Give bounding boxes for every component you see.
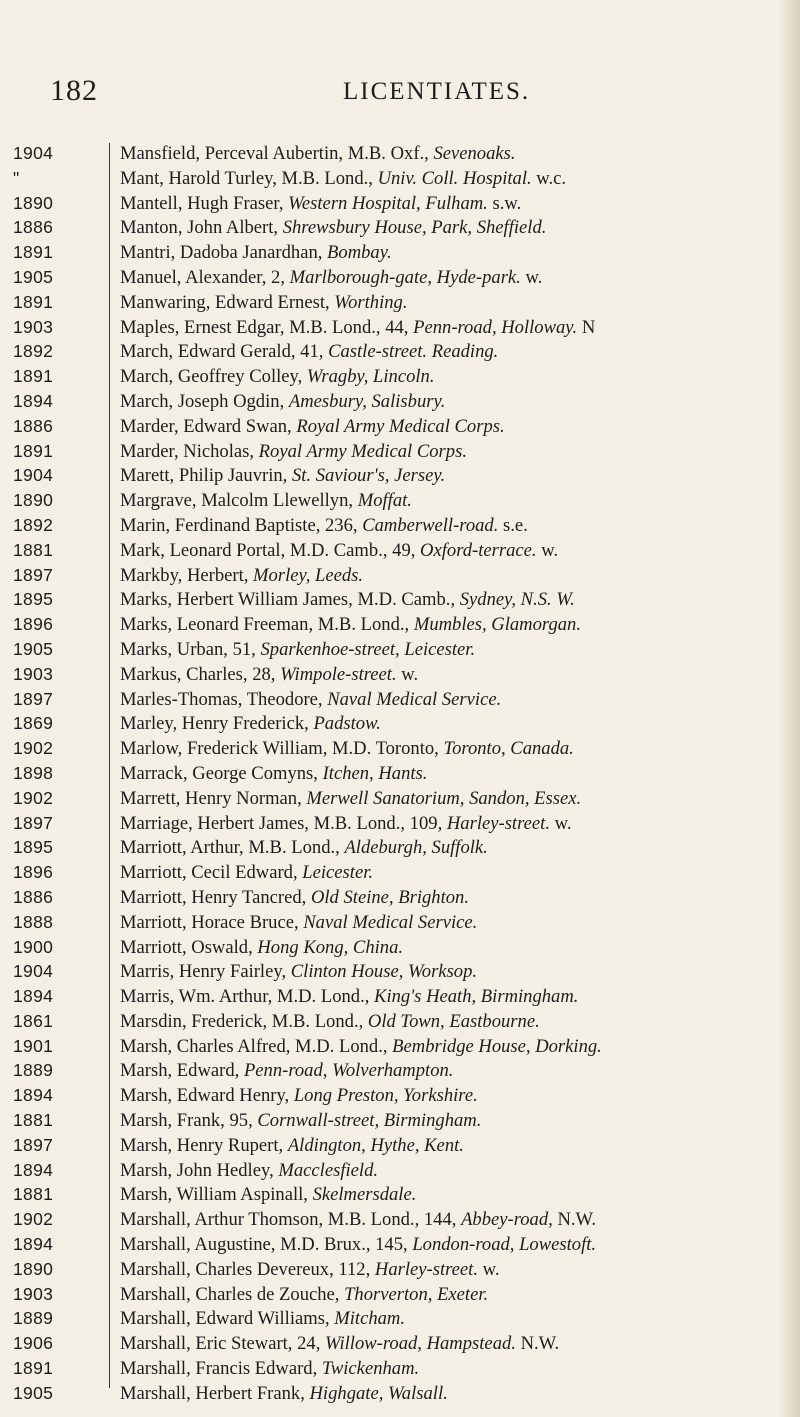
entry-place: Macclesfield. — [278, 1159, 379, 1181]
entry-text — [96, 986, 775, 1008]
entry-text — [96, 1110, 775, 1132]
entry-place: Abbey-road, — [461, 1209, 553, 1231]
entry-district: N — [577, 316, 596, 338]
list-item — [0, 1284, 800, 1309]
entry-name: Marriott, Horace Bruce, — [120, 911, 304, 933]
entry-year: 1904 — [13, 961, 54, 982]
entry-name: Mansfield, Perceval Aubertin, M.B. Oxf., — [120, 143, 434, 164]
list-item — [0, 515, 800, 540]
list-item — [0, 1085, 800, 1110]
list-item — [0, 391, 800, 416]
entry-text — [96, 788, 775, 810]
entry-name: Marsh, Charles Alfred, M.D. Lond., — [120, 1035, 393, 1057]
entry-place: Old Town, Eastbourne. — [367, 1010, 540, 1032]
entry-text — [96, 1209, 775, 1231]
entry-text — [96, 1184, 775, 1206]
list-item — [0, 1333, 800, 1358]
entry-name: Marks, Herbert William James, M.D. Camb., — [120, 589, 460, 611]
entry-year: 1901 — [13, 1035, 54, 1056]
list-item — [0, 292, 800, 317]
entry-name: Marks, Leonard Freeman, M.B. Lond., — [120, 614, 414, 636]
list-item — [0, 689, 800, 714]
list-item — [0, 1383, 800, 1408]
entry-place: Long Preston, Yorkshire. — [293, 1085, 478, 1107]
entry-text — [96, 341, 775, 363]
entry-text — [96, 317, 775, 339]
list-item — [0, 1011, 800, 1036]
list-item — [0, 1036, 800, 1061]
entry-place: Aldeburgh, Suffolk. — [344, 837, 488, 859]
entry-text — [96, 837, 775, 859]
entry-year: 1891 — [13, 291, 54, 312]
entry-text — [96, 267, 775, 289]
entry-district: N.W. — [515, 1333, 560, 1355]
entry-year: 1906 — [13, 1333, 54, 1354]
entry-name: Marsh, John Hedley, — [120, 1159, 279, 1181]
entry-place: Thorverton, Exeter. — [344, 1283, 489, 1305]
entry-place: Univ. Coll. Hospital. — [377, 167, 532, 189]
entry-text — [96, 639, 775, 661]
entry-year: 1892 — [13, 514, 54, 535]
page-number: 182 — [50, 74, 98, 107]
entry-name: Marshall, Charles de Zouche, — [120, 1283, 345, 1305]
entry-year: 1905 — [13, 638, 54, 659]
entry-district: w. — [478, 1258, 500, 1280]
entry-year: 1889 — [13, 1060, 54, 1081]
list-item — [0, 1110, 800, 1135]
list-item — [0, 912, 800, 937]
entry-text — [96, 193, 775, 215]
entry-name: Marsh, William Aspinall, — [120, 1184, 313, 1206]
entry-year: 1894 — [13, 1085, 54, 1106]
entry-place: Naval Medical Service. — [303, 911, 478, 933]
list-item — [0, 713, 800, 738]
entry-text — [96, 540, 775, 562]
entry-name: Marrack, George Comyns, — [120, 762, 323, 784]
entry-year: 1894 — [13, 390, 54, 411]
entry-place: Marlborough-gate, Hyde-park. — [289, 266, 521, 288]
entry-place: Merwell Sanatorium, Sandon, Essex. — [306, 787, 582, 809]
list-item — [0, 1209, 800, 1234]
entry-year: 1905 — [13, 1382, 54, 1403]
list-item — [0, 837, 800, 862]
entry-place: Leicester. — [302, 862, 374, 884]
entry-name: Marshall, Eric Stewart, 24, — [120, 1333, 325, 1355]
entry-place: Bembridge House, Dorking. — [392, 1035, 602, 1057]
entry-name: Marder, Edward Swan, — [120, 415, 297, 437]
entry-name: Mantri, Dadoba Janardhan, — [120, 242, 328, 264]
entry-year: 1890 — [13, 490, 54, 511]
entry-text — [96, 1234, 775, 1256]
entry-text — [96, 1135, 775, 1157]
entry-text — [96, 490, 775, 512]
entry-place: Harley-street. — [446, 812, 550, 834]
entry-district: w. — [549, 812, 572, 834]
entry-name: Markus, Charles, 28, — [120, 663, 281, 685]
list-item — [0, 639, 800, 664]
entry-year: 1897 — [13, 564, 54, 585]
entry-text — [96, 441, 775, 463]
entry-text — [96, 887, 775, 909]
entry-name: Mantell, Hugh Fraser, — [120, 192, 289, 214]
list-item — [0, 763, 800, 788]
entry-text — [96, 143, 775, 165]
list-item — [0, 540, 800, 565]
list-item — [0, 465, 800, 490]
entry-text — [96, 763, 775, 785]
entry-year: 1888 — [13, 911, 54, 932]
entry-year: 1894 — [13, 1159, 54, 1180]
entry-name: Marriott, Cecil Edward, — [120, 862, 303, 884]
entry-name: Marles-Thomas, Theodore, — [120, 688, 328, 710]
entry-name: Marriott, Henry Tancred, — [120, 886, 311, 908]
entry-name: Marsh, Henry Rupert, — [120, 1134, 288, 1156]
entry-text — [96, 366, 775, 388]
list-item — [0, 589, 800, 614]
entry-year: 1900 — [13, 936, 54, 957]
entry-place: King's Heath, Birmingham. — [374, 986, 579, 1008]
entry-name: Marshall, Francis Edward, — [120, 1358, 322, 1380]
entry-place: Western Hospital, Fulham. — [288, 192, 488, 214]
entry-year: 1881 — [13, 1110, 54, 1131]
list-item — [0, 441, 800, 466]
entry-name: Mark, Leonard Portal, M.D. Camb., 49, — [120, 539, 421, 561]
entry-place: Twickenham. — [321, 1358, 420, 1380]
entry-name: Marshall, Edward Williams, — [120, 1308, 335, 1330]
entry-name: Marlow, Frederick William, M.D. Toronto, — [120, 738, 444, 760]
entry-place: St. Saviour's, Jersey. — [291, 465, 446, 487]
page-header — [0, 74, 800, 114]
entry-year: 1889 — [13, 1308, 54, 1329]
entry-year: 1897 — [13, 688, 54, 709]
entry-text — [96, 1060, 775, 1082]
entry-year: 1903 — [13, 1283, 54, 1304]
entry-place: Camberwell-road. — [362, 514, 499, 536]
entry-name: Marley, Henry Frederick, — [120, 713, 314, 735]
entry-name: Marshall, Arthur Thomson, M.B. Lond., 144, — [120, 1209, 462, 1231]
list-item — [0, 738, 800, 763]
list-item — [0, 341, 800, 366]
entry-place: Itchen, Hants. — [322, 762, 428, 784]
list-item — [0, 366, 800, 391]
entry-text — [96, 1308, 775, 1330]
entry-name: Maples, Ernest Edgar, M.B. Lond., 44, — [120, 316, 414, 338]
entry-name: Marriage, Herbert James, M.B. Lond., 109, — [120, 812, 447, 834]
entry-place: Wragby, Lincoln. — [306, 366, 435, 388]
entry-district: s.w. — [487, 192, 522, 214]
entry-place: Willow-road, Hampstead. — [325, 1333, 516, 1355]
list-item — [0, 1060, 800, 1085]
list-item — [0, 168, 800, 193]
entry-name: Marin, Ferdinand Baptiste, 236, — [120, 514, 363, 536]
entry-year: 1891 — [13, 242, 54, 263]
entry-name: Marett, Philip Jauvrin, — [120, 465, 292, 487]
entry-text — [96, 1358, 775, 1380]
entry-place: London-road, Lowestoft. — [412, 1234, 597, 1256]
entry-place: Cornwall-street, Birmingham. — [257, 1110, 482, 1132]
list-item — [0, 317, 800, 342]
entry-district: w.c. — [531, 167, 567, 189]
entry-year: 1903 — [13, 316, 54, 337]
entry-place: Harley-street. — [374, 1258, 478, 1280]
entry-text — [96, 1333, 775, 1355]
list-item — [0, 887, 800, 912]
entry-name: Manwaring, Edward Ernest, — [120, 291, 335, 313]
list-item — [0, 862, 800, 887]
list-item — [0, 1308, 800, 1333]
entry-year: 1902 — [13, 787, 54, 808]
entry-name: Marsh, Edward, — [120, 1060, 244, 1082]
entry-district: w. — [520, 266, 543, 288]
entry-place: Aldington, Hythe, Kent. — [287, 1134, 464, 1156]
entry-year: 1890 — [13, 1258, 54, 1279]
entry-text — [96, 1036, 775, 1058]
entry-year: 1881 — [13, 539, 54, 560]
entry-place: Sydney, N.S. W. — [459, 589, 575, 611]
entry-place: Naval Medical Service. — [327, 688, 502, 710]
entry-year: 1892 — [13, 341, 54, 362]
entry-year: 1869 — [13, 713, 54, 734]
list-item — [0, 813, 800, 838]
entry-place: Sparkenhoe-street, Leicester. — [260, 638, 476, 660]
entry-year: 1903 — [13, 663, 54, 684]
entry-text — [96, 1160, 775, 1182]
entry-text — [96, 961, 775, 983]
entry-place: Clinton House, Worksop. — [290, 961, 478, 983]
list-item — [0, 1358, 800, 1383]
entry-text — [96, 391, 775, 413]
list-item — [0, 193, 800, 218]
entry-place: Sevenoaks. — [433, 143, 516, 164]
list-item — [0, 788, 800, 813]
entry-text — [96, 168, 775, 190]
entry-name: Marris, Wm. Arthur, M.D. Lond., — [120, 986, 375, 1008]
entry-name: Marrett, Henry Norman, — [120, 787, 307, 809]
entry-year: 1898 — [13, 762, 54, 783]
entry-text — [96, 912, 775, 934]
entry-place: Bombay. — [327, 242, 392, 264]
list-item — [0, 1259, 800, 1284]
entry-name: Mant, Harold Turley, M.B. Lond., — [120, 167, 378, 189]
entry-name: Margrave, Malcolm Llewellyn, — [120, 490, 358, 512]
entry-text — [96, 1284, 775, 1306]
entry-name: March, Joseph Ogdin, — [120, 390, 289, 412]
entry-name: Marshall, Augustine, M.D. Brux., 145, — [120, 1234, 413, 1256]
entry-name: Marriott, Oswald, — [120, 936, 258, 958]
entry-year: 1896 — [13, 614, 54, 635]
entry-year: 1881 — [13, 1184, 54, 1205]
entry-place: Penn-road, Holloway. — [413, 316, 578, 338]
list-item — [0, 1135, 800, 1160]
entry-year: 1902 — [13, 1209, 54, 1230]
entry-year: 1895 — [13, 837, 54, 858]
entry-text — [96, 1259, 775, 1281]
entry-text — [96, 614, 775, 636]
entry-year: 1886 — [13, 886, 54, 907]
entry-place: Worthing. — [334, 291, 408, 313]
entry-text — [96, 1085, 775, 1107]
list-item — [0, 217, 800, 242]
entry-district: s.e. — [498, 514, 528, 536]
running-head: LICENTIATES. — [343, 78, 531, 105]
entry-place: Mumbles, Glamorgan. — [413, 614, 581, 636]
entry-text — [96, 664, 775, 686]
entry-year: 1891 — [13, 440, 54, 461]
entry-year: 1896 — [13, 862, 54, 883]
list-item — [0, 937, 800, 962]
entry-name: Marriott, Arthur, M.B. Lond., — [120, 837, 345, 859]
entry-place: Padstow. — [313, 713, 381, 735]
list-item — [0, 1184, 800, 1209]
entry-name: March, Geoffrey Colley, — [120, 366, 307, 388]
entry-place: Amesbury, Salisbury. — [288, 390, 446, 412]
entry-place: Castle-street. Reading. — [328, 341, 499, 363]
entry-text — [96, 738, 775, 760]
entry-year: 1904 — [13, 465, 54, 486]
entry-name: Marshall, Herbert Frank, — [120, 1382, 310, 1404]
entry-place: Shrewsbury House, Park, Sheffield. — [282, 217, 547, 239]
list-item — [0, 143, 800, 168]
entry-name: Markby, Herbert, — [120, 564, 254, 586]
list-item — [0, 1234, 800, 1259]
entry-place: Skelmersdale. — [312, 1184, 417, 1206]
entry-text — [96, 713, 775, 735]
entry-name: Marks, Urban, 51, — [120, 638, 261, 660]
entry-name: Manton, John Albert, — [120, 217, 283, 239]
entry-name: March, Edward Gerald, 41, — [120, 341, 329, 363]
entry-text — [96, 1383, 775, 1405]
entry-place: Oxford-terrace. — [420, 539, 537, 561]
list-item — [0, 565, 800, 590]
entry-name: Marsh, Frank, 95, — [120, 1110, 258, 1132]
entry-text — [96, 416, 775, 438]
entry-text — [96, 862, 775, 884]
entry-year: 1904 — [13, 143, 54, 163]
list-item — [0, 267, 800, 292]
entry-name: Marsdin, Frederick, M.B. Lond., — [120, 1010, 368, 1032]
entry-year: 1861 — [13, 1010, 54, 1031]
entry-year: 1905 — [13, 266, 54, 287]
entry-text — [96, 813, 775, 835]
entry-place: Moffat. — [357, 490, 412, 512]
entry-list — [0, 143, 800, 1408]
entry-name: Marshall, Charles Devereux, 112, — [120, 1258, 375, 1280]
entry-district: w. — [396, 663, 419, 685]
list-item — [0, 664, 800, 689]
entry-year: 1890 — [13, 192, 54, 213]
entry-text — [96, 689, 775, 711]
entry-year: 1886 — [13, 415, 54, 436]
entry-year: 1891 — [13, 366, 54, 387]
entry-year: 1897 — [13, 1134, 54, 1155]
list-item — [0, 1160, 800, 1185]
entry-text — [96, 937, 775, 959]
entry-name: Marsh, Edward Henry, — [120, 1085, 294, 1107]
entry-year: 1894 — [13, 1234, 54, 1255]
entry-place: Royal Army Medical Corps. — [258, 440, 467, 462]
entry-year: 1902 — [13, 738, 54, 759]
entry-name: Marder, Nicholas, — [120, 440, 259, 462]
entry-year: 1891 — [13, 1358, 54, 1379]
list-item — [0, 986, 800, 1011]
entry-place: Mitcham. — [334, 1308, 405, 1330]
entry-name: Marris, Henry Fairley, — [120, 961, 291, 983]
list-item — [0, 961, 800, 986]
entry-text — [96, 565, 775, 587]
entry-place: Toronto, Canada. — [443, 738, 574, 760]
entry-text — [96, 1011, 775, 1033]
entry-district: w. — [536, 539, 559, 561]
list-item — [0, 614, 800, 639]
entry-name: Manuel, Alexander, 2, — [120, 266, 290, 288]
entry-text — [96, 242, 775, 264]
entry-place: Royal Army Medical Corps. — [296, 415, 505, 437]
list-item — [0, 490, 800, 515]
entry-text — [96, 465, 775, 487]
entry-place: Penn-road, Wolverhampton. — [243, 1060, 454, 1082]
entry-year: 1897 — [13, 812, 54, 833]
entry-text — [96, 589, 775, 611]
entry-year: 1895 — [13, 589, 54, 610]
entry-place: Old Steine, Brighton. — [310, 886, 469, 908]
entry-place: Highgate, Walsall. — [309, 1382, 448, 1404]
list-item — [0, 242, 800, 267]
entry-text — [96, 515, 775, 537]
entry-text — [96, 217, 775, 239]
list-item — [0, 416, 800, 441]
entry-year: 1894 — [13, 986, 54, 1007]
entry-year: 1886 — [13, 217, 54, 238]
entry-place: Wimpole-street. — [280, 663, 397, 685]
entry-place: Hong Kong, China. — [257, 936, 404, 958]
entry-place: Morley, Leeds. — [253, 564, 364, 586]
entry-district: N.W. — [552, 1209, 597, 1231]
entry-text — [96, 292, 775, 314]
entry-year: " — [13, 167, 20, 188]
